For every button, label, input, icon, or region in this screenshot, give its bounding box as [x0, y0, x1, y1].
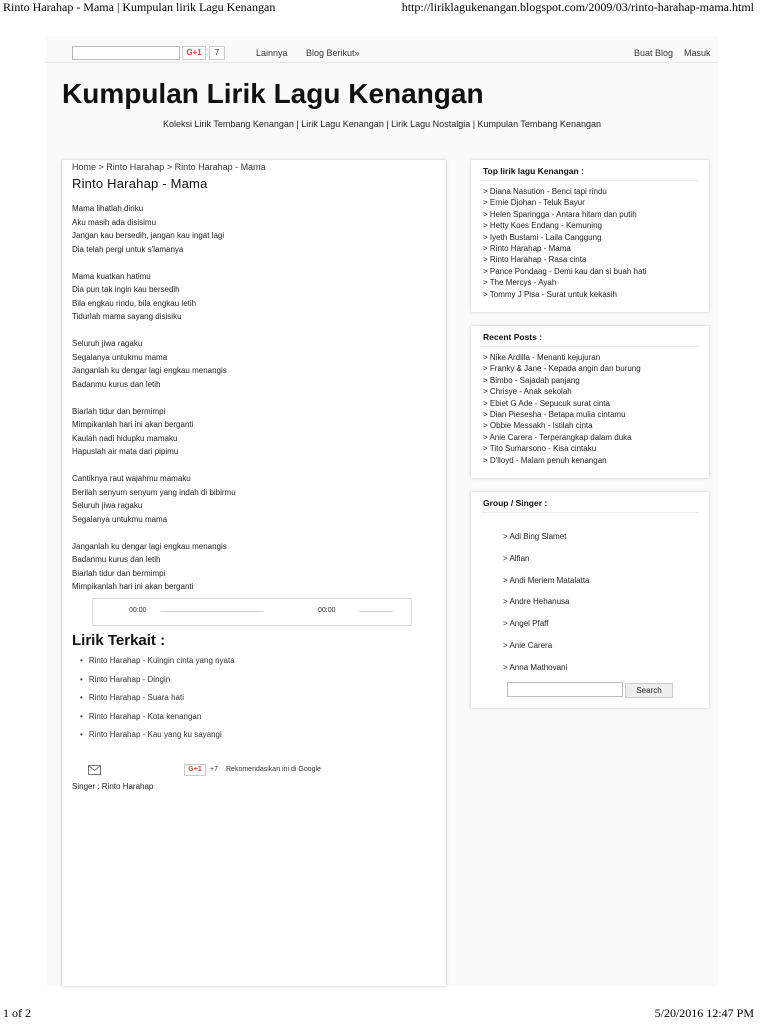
lyric-line: Dia telah pergi untuk s'lamanya: [72, 244, 184, 254]
navbar-search-input[interactable]: [72, 46, 180, 60]
recent-post-link[interactable]: > Nike Ardilla - Menanti kejujuran: [483, 353, 601, 362]
audio-current-time: 00:00: [129, 607, 147, 614]
print-header: [0, 0, 768, 16]
breadcrumb-artist[interactable]: Rinto Harahap: [106, 162, 165, 172]
gplus-count: 7: [209, 46, 225, 60]
top-lyrics-link[interactable]: > Hetty Koes Endang - Kemuning: [483, 221, 602, 231]
print-datetime: 5/20/2016 12:47 PM: [654, 1006, 754, 1020]
lyric-line: Berilah senyum senyum yang indah di bibirmu: [72, 487, 236, 497]
lyric-line: Mimpikanlah hari ini akan berganti: [72, 420, 194, 429]
lyric-line: Segalanya untukmu mama: [72, 514, 168, 524]
lyrics-stanza: [72, 337, 236, 391]
top-lyrics-link[interactable]: > Diana Nasution - Benci tapi rindu: [483, 187, 607, 196]
audio-seek-bar[interactable]: [161, 611, 263, 612]
blog-title[interactable]: Kumpulan Lirik Lagu Kenangan: [62, 78, 484, 109]
recent-post-link[interactable]: > Ebiet G Ade - Sepucuk surat cinta: [483, 398, 610, 408]
singer-link[interactable]: > Andre Hehanusa: [503, 597, 570, 607]
top-lyrics-link[interactable]: > The Mercys - Ayah: [483, 278, 557, 288]
singer-label[interactable]: Singer : Rinto Harahap: [72, 782, 154, 791]
post-card: [62, 160, 446, 986]
blog-description: Koleksi Lirik Tembang Kenangan | Lirik Lagu Kenangan | Lirik Lagu Nostalgia | Kumpulan Tembang Kenangan: [163, 119, 601, 129]
print-header-title: Rinto Harahap - Mama | Kumpulan lirik Lagu Kenangan: [3, 0, 276, 14]
singer-link[interactable]: > Andi Meriem Matalatta: [503, 575, 590, 585]
print-page-number: 1 of 2: [3, 1006, 31, 1020]
lyric-line: Dia pun tak ingin kau bersedih: [72, 285, 180, 294]
print-header-url: http://liriklagukenangan.blogspot.com/2009/03/rinto-harahap-mama.html: [401, 0, 754, 14]
recommend-text: Rekomendasikan ini di Google: [226, 766, 321, 773]
lyric-line: Seluruh jiwa ragaku: [72, 339, 143, 348]
lyric-line: Badanmu kurus dan letih: [72, 555, 161, 564]
share-row: [72, 764, 442, 778]
lyric-line: Aku masih ada disisimu: [72, 217, 157, 227]
lyric-line: Biarlah tidur dan bermimpi: [72, 406, 166, 416]
lyrics-stanza: [72, 202, 236, 256]
blogger-navbar: [46, 44, 718, 64]
widget-title: Recent Posts :: [483, 332, 543, 342]
recent-posts-widget: [471, 326, 709, 478]
singer-link[interactable]: > Alfian: [503, 553, 530, 563]
related-link[interactable]: • Rinto Harahap - Dingin: [80, 673, 235, 692]
top-lyrics-list: [483, 186, 646, 300]
singer-link[interactable]: > Anna Mathovani: [503, 662, 568, 672]
group-singer-widget: [471, 492, 709, 708]
widget-divider: [481, 512, 699, 513]
widget-divider: [481, 346, 699, 347]
search-input[interactable]: [507, 682, 623, 697]
related-list: [80, 654, 235, 747]
singer-link[interactable]: > Adi Bing Slamet: [503, 532, 567, 541]
related-heading: Lirik Terkait :: [72, 632, 166, 649]
lyric-line: Kaulah nadi hidupku mamaku: [72, 433, 178, 443]
lyric-line: Mimpikanlah hari ini akan berganti: [72, 582, 194, 591]
widget-title: Group / Singer :: [483, 498, 548, 508]
gplus-button[interactable]: G+1: [184, 764, 206, 776]
singer-list[interactable]: [503, 530, 590, 672]
recent-post-link[interactable]: > Obbie Messakh - Istilah cinta: [483, 421, 593, 431]
audio-volume-slider[interactable]: [359, 611, 393, 612]
widget-divider: [481, 180, 699, 181]
recent-post-link[interactable]: > Franky & Jane - Kepada angin dan burung: [483, 364, 641, 374]
lyrics-stanza: [72, 540, 236, 594]
lyric-line: Biarlah tidur dan bermimpi: [72, 568, 166, 578]
lyric-line: Seluruh jiwa ragaku: [72, 501, 143, 510]
lyric-line: Jangan kau bersedih, jangan kau ingat lagi: [72, 231, 225, 240]
audio-duration: 00:00: [318, 607, 336, 614]
related-link[interactable]: • Rinto Harahap - Kota kenangan: [80, 710, 235, 729]
related-link[interactable]: • Rinto Harahap - Suara hati: [80, 691, 235, 710]
breadcrumb-separator: >: [164, 162, 175, 172]
top-lyrics-link[interactable]: > Ernie Djohan - Teluk Bayur: [483, 198, 585, 208]
audio-player: [92, 598, 412, 626]
lyric-line: Mama lihatlah diriku: [72, 204, 144, 213]
top-lyrics-link[interactable]: > Iyeth Bustami - Laila Canggung: [483, 232, 602, 242]
recent-post-link[interactable]: > Tito Sumarsono - Kisa cintaku: [483, 444, 597, 454]
singer-link[interactable]: > Angel Pfaff: [503, 619, 549, 629]
recent-post-link[interactable]: > Bimbo - Sajadah panjang: [483, 375, 580, 385]
create-blog-link[interactable]: Buat Blog: [634, 48, 674, 58]
breadcrumb: [72, 162, 266, 172]
lyric-line: Segalanya untukmu mama: [72, 352, 168, 362]
related-link[interactable]: • Rinto Harahap - Kuingin cinta yang nyata: [80, 654, 235, 673]
recent-post-link[interactable]: > Dian Piesesha - Betapa mulia cintamu: [483, 409, 626, 419]
widget-title: Top lirik lagu Kenangan :: [483, 166, 584, 176]
singer-link[interactable]: > Anie Carera: [503, 640, 553, 650]
recent-posts-list: [483, 352, 641, 466]
next-blog-link[interactable]: Blog Berikut»: [306, 48, 360, 58]
lyric-line: Bila engkau rindu, bila engkau letih: [72, 298, 197, 308]
recent-post-link[interactable]: > D'lloyd - Malam penuh kenangan: [483, 455, 607, 465]
search-button[interactable]: Search: [625, 683, 673, 698]
breadcrumb-separator: >: [96, 162, 107, 172]
top-lyrics-link[interactable]: > Rinto Harahap - Rasa cinta: [483, 255, 587, 265]
email-post-icon[interactable]: [88, 765, 101, 775]
lyrics: [72, 202, 236, 607]
recent-post-link[interactable]: > Anie Carera - Terperangkap dalam duka: [483, 432, 632, 442]
top-lyrics-link[interactable]: > Helen Sparingga - Antara hitam dan putih: [483, 209, 637, 219]
top-lyrics-link[interactable]: > Pance Pondaag - Demi kau dan si buah hati: [483, 266, 647, 276]
lyric-line: Mama kuatkan hatimu: [72, 271, 151, 281]
navbar-divider: [46, 62, 718, 63]
lyric-line: Badanmu kurus dan letih: [72, 379, 161, 389]
more-link[interactable]: Lainnya: [256, 48, 288, 58]
gplus-count: +7: [210, 766, 218, 773]
gplus-button[interactable]: G+1: [182, 46, 206, 60]
top-lyrics-link[interactable]: > Rinto Harahap - Mama: [483, 243, 571, 253]
lyrics-stanza: [72, 472, 236, 526]
lyrics-stanza: [72, 270, 236, 324]
lyrics-stanza: [72, 405, 236, 459]
lyric-line: Tidurlah mama sayang disisiku: [72, 312, 182, 321]
lyric-line: Janganlah ku dengar lagi engkau menangis: [72, 366, 227, 375]
top-lyrics-link[interactable]: > Tommy J Pisa - Surat untuk kekasih: [483, 289, 617, 299]
sign-in-link[interactable]: Masuk: [684, 48, 711, 58]
lyric-line: Hapuslah air mata dari pipimu: [72, 447, 179, 456]
lyric-line: Cantiknya raut wajahmu mamaku: [72, 474, 191, 483]
breadcrumb-home[interactable]: Home: [72, 162, 97, 172]
recent-post-link[interactable]: > Chrisye - Anak sekolah: [483, 387, 572, 397]
lyric-line: Janganlah ku dengar lagi engkau menangis: [72, 541, 227, 551]
breadcrumb-current: Rinto Harahap - Mama: [174, 162, 266, 172]
blog-page: [46, 36, 718, 986]
print-footer: [0, 1006, 768, 1024]
related-link[interactable]: • Rinto Harahap - Kau yang ku sayangi: [80, 728, 235, 747]
post-title: Rinto Harahap - Mama: [72, 176, 208, 191]
top-lyrics-widget: [471, 160, 709, 312]
